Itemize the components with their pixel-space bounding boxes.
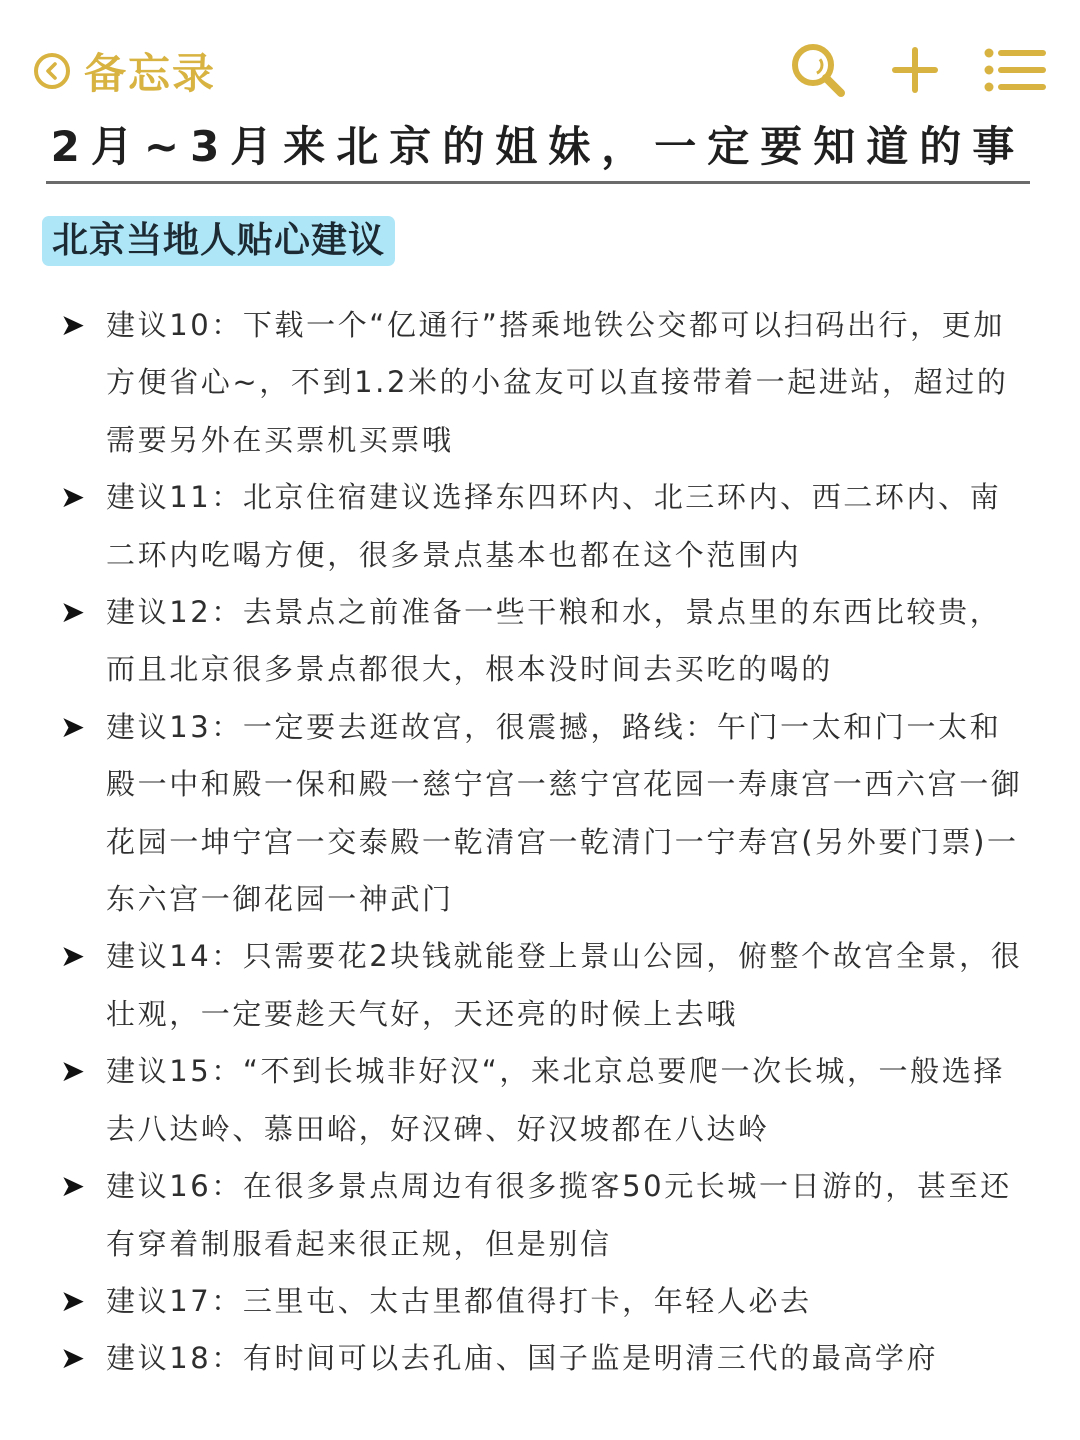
section-heading: 北京当地人贴心建议: [42, 216, 395, 266]
item-text: 建议13：一定要去逛故宫，很震撼，路线：午门一太和门一太和殿一中和殿一保和殿一慈宁宫一慈宁宫花园一寿康宫一西六宫一御花园一坤宁宫一交泰殿一乾清宫一乾清门一宁寿宫(另外要门票)一东六宫一御花园一神武门: [106, 709, 1023, 917]
back-button[interactable]: [34, 44, 216, 98]
item-text: 建议18：有时间可以去孔庙、国子监是明清三代的最高学府: [106, 1341, 939, 1376]
item-text: 建议10：下载一个“亿通行”搭乘地铁公交都可以扫码出行，更加方便省心~，不到1.2米的小盆友可以直接带着一起进站，超过的需要另外在买票机买票哦: [106, 308, 1009, 457]
add-icon[interactable]: [890, 40, 940, 100]
list-item: [0, 1330, 1080, 1387]
item-text: 建议16：在很多景点周边有很多揽客50元长城一日游的，甚至还有穿着制服看起来很正规，但是别信: [106, 1169, 1012, 1261]
item-text: 建议12：去景点之前准备一些干粮和水，景点里的东西比较贵，而且北京很多景点都很大，根本没时间去买吃的喝的: [106, 595, 1002, 687]
back-label: 备忘录: [84, 49, 217, 98]
back-icon: [34, 53, 70, 89]
list-item: [0, 584, 1080, 699]
item-text: 建议11：北京住宿建议选择东四环内、北三环内、西二环内、南二环内吃喝方便，很多景点基本也都在这个范围内: [106, 480, 1002, 572]
tips-list: [0, 297, 1080, 1388]
bullet-arrow-icon: ➤: [60, 308, 88, 343]
list-item: [0, 1273, 1080, 1330]
search-icon[interactable]: [786, 40, 850, 100]
list-item: [0, 469, 1080, 584]
bullet-arrow-icon: ➤: [60, 939, 88, 975]
bullet-arrow-icon: ➤: [60, 1283, 88, 1319]
bullet-arrow-icon: ➤: [60, 1341, 88, 1377]
item-text: 建议14：只需要花2块钱就能登上景山公园，俯整个故宫全景，很壮观，一定要趁天气好，天还亮的时候上去哦: [106, 939, 1023, 1031]
list-item: [0, 1043, 1080, 1158]
bullet-arrow-icon: ➤: [60, 709, 88, 745]
bullet-arrow-icon: ➤: [60, 1169, 88, 1205]
item-text: 建议15：“不到长城非好汉“，来北京总要爬一次长城，一般选择去八达岭、慕田峪，好汉碑、好汉坡都在八达岭: [106, 1054, 1005, 1146]
list-item: [0, 928, 1080, 1043]
item-text: 建议17：三里屯、太古里都值得打卡，年轻人必去: [106, 1283, 812, 1318]
title-divider: [46, 181, 1030, 184]
top-bar: [0, 0, 1080, 120]
list-item: [0, 297, 1080, 469]
list-item: [0, 699, 1080, 929]
list-item: [0, 1158, 1080, 1273]
bullet-arrow-icon: ➤: [60, 595, 88, 631]
page-title: 2月~3月来北京的姐妹，一定要知道的事: [50, 122, 1026, 171]
bullet-arrow-icon: ➤: [60, 480, 88, 516]
bullet-arrow-icon: ➤: [60, 1054, 88, 1090]
menu-icon[interactable]: [982, 40, 1048, 100]
